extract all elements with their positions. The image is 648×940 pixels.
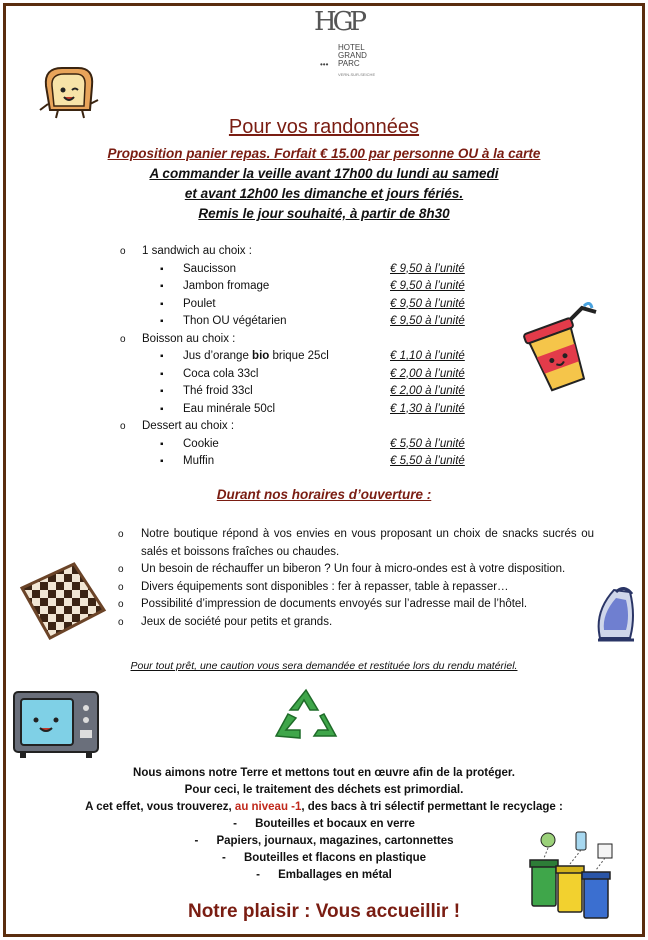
menu-category-dessert: o Dessert au choix : [120,418,500,436]
logo-name-line: PARC [338,59,360,68]
recycle-item-text: Bouteilles et bocaux en verre [255,818,415,830]
item-price: € 5,50 à l’unité [390,455,465,467]
menu-item [120,348,500,366]
service-item: o Un besoin de réchauffer un biberon ? Un four à micro-ondes est à votre disposition. [118,561,594,579]
item-price: € 2,00 à l’unité [390,367,465,380]
item-price: € 9,50 à l’unité [390,262,465,275]
recycle-item-text: Papiers, journaux, magazines, cartonnettes [216,835,454,847]
hours-title: Durant nos horaires d’ouverture : [216,487,432,502]
recycle-item-text: Bouteilles et flacons en plastique [243,852,427,864]
item-name: Poulet [183,297,216,310]
order-line-2: et avant 12h00 les dimanche et jours fériés. [184,186,464,201]
microwave-icon [10,686,102,762]
service-item: o Possibilité d’impression de documents envoyés sur l’adresse mail de l’hôtel. [118,596,594,614]
item-name: Jambon fromage [183,280,270,292]
dash: - [194,835,199,847]
item-name: brique 25cl [269,350,329,362]
menu-item [120,453,500,471]
item-name: Eau minérale 50cl [183,402,276,415]
drink-cup-icon [512,302,604,394]
closing-message: Notre plaisir : Vous accueillir ! [187,901,461,922]
menu-category-drink: o Boisson au choix : [120,331,500,349]
eco-line-3-post: , des bacs à tri sélectif permettant le recyclage : [301,801,563,813]
service-item: o Notre boutique répond à vos envies en vous proposant un choix de snacks sucrés ou salés et boissons fraîches ou chaudes. [118,526,594,561]
item-name: Muffin [183,455,215,467]
menu-item [120,401,500,419]
menu-item [120,366,500,384]
item-price: € 5,50 à l’unité [390,437,465,450]
menu-item [120,296,500,314]
service-item: o Divers équipements sont disponibles : fer à repasser, table à repasser… [118,579,594,597]
item-name: Thon OU végétarien [183,315,287,327]
item-name: Jus d’orange [183,350,253,362]
item-price: € 1,10 à l’unité [390,350,465,362]
item-name: Thé froid 33cl [183,385,253,397]
item-price: € 9,50 à l’unité [390,280,465,292]
item-price: € 9,50 à l’unité [390,297,465,310]
order-line-1: A commander la veille avant 17h00 du lundi au samedi [149,166,499,181]
eco-line-3-pre: A cet effet, vous trouverez, [85,801,235,813]
hotel-logo [300,8,390,80]
dash: - [256,869,260,881]
menu-item [120,261,500,279]
deposit-notice: Pour tout prêt, une caution vous sera demandée et restituée lors du rendu matériel. [130,660,518,672]
item-price: € 9,50 à l’unité [390,315,465,327]
page-title: Pour vos randonnées [228,116,420,138]
menu-category-sandwich: o 1 sandwich au choix : [120,243,500,261]
logo-name [338,44,367,68]
logo-subtext: VERN-SUR-SEICHE [338,72,376,77]
logo-monogram: HGP [314,7,363,37]
checkerboard-icon [16,558,108,642]
menu-list [120,243,500,471]
recycle-item-text: Emballages en métal [278,869,392,881]
proposal-text: Proposition panier repas. Forfait € 15.00 par personne OU à la carte [107,146,541,161]
recycle-icon [270,684,342,746]
sandwich-icon [38,60,100,122]
service-item: o Jeux de société pour petits et grands. [118,614,594,632]
menu-item [120,313,500,331]
item-name-bold: bio [252,350,270,362]
menu-item [120,383,500,401]
logo-name-line: GRAND [338,51,367,60]
iron-icon [590,582,640,644]
menu-item [120,436,500,454]
eco-line-2: Pour ceci, le traitement des déchets est primordial. [184,784,464,796]
dash: - [233,818,237,830]
item-name: Cookie [183,437,219,450]
item-name: Coca cola 33cl [183,367,259,380]
item-price: € 1,30 à l’unité [390,402,465,415]
item-name: Saucisson [183,262,237,275]
item-price: € 2,00 à l’unité [390,385,465,397]
services-list [118,526,594,631]
eco-line-3 [0,799,648,816]
eco-line-1: Nous aimons notre Terre et mettons tout en œuvre afin de la protéger. [133,767,515,779]
eco-level-highlight: au niveau -1 [234,801,302,813]
logo-name-line: HOTEL [338,43,365,52]
dash: - [221,852,226,864]
menu-item [120,278,500,296]
order-line-3: Remis le jour souhaité, à partir de 8h30 [198,206,450,221]
logo-dots: ••• [320,60,329,69]
